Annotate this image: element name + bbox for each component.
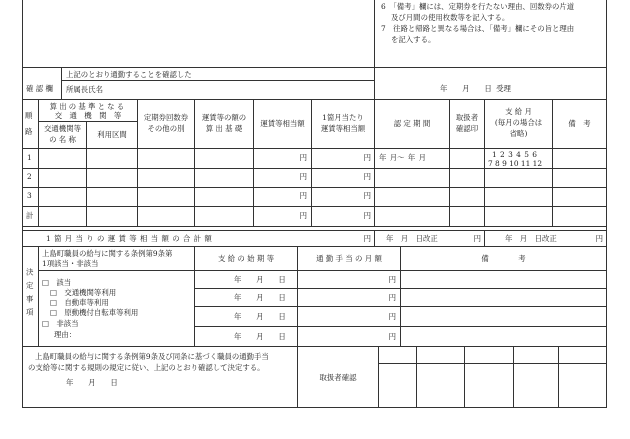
footer-stamp-header-line <box>378 363 606 364</box>
row-1-months-bottom: 7 8 9 10 11 12 <box>488 159 543 168</box>
header-ticket-line-2: その他の別 <box>147 124 185 133</box>
decision-yen-1: 円 <box>388 275 396 284</box>
row-1-period: 年 月～ 年 月 <box>379 153 427 162</box>
total-divider-2 <box>484 230 485 246</box>
header-monthly-line-2: 運賃等相当額 <box>320 124 366 133</box>
checkbox-applicable[interactable]: □ 該当 <box>42 278 72 287</box>
confirm-text: 上記のとおり通勤することを確認した <box>66 70 192 79</box>
revision-yen-1: 円 <box>473 234 481 243</box>
left-border <box>22 0 23 230</box>
footer-handler-divider <box>378 346 379 407</box>
header-handler-line-1: 取扱者 <box>455 113 479 122</box>
row-3-monthly-yen: 円 <box>363 191 371 200</box>
decision-header-line <box>38 270 606 271</box>
decision-row2-line <box>194 306 606 307</box>
footer-stamp-divider-1 <box>416 346 417 407</box>
header-fare-basis-line-2: 算 出 基 礎 <box>205 124 243 133</box>
basis-subheader-line <box>38 121 137 122</box>
row-2-monthly-yen: 円 <box>363 172 371 181</box>
footer-decision-line-1: 上島町職員の給与に関する条例第9条及び同条に基づく職員の通勤手当 <box>35 352 269 361</box>
note-7-line-1: 7 往路と帰路と異なる場合は、「備考」欄にその旨と理由 <box>381 24 575 33</box>
note-7-line-2: を記入する。 <box>391 35 436 44</box>
header-ticket-line-1: 定期券回数券 <box>143 113 189 122</box>
row-total-label: 計 <box>26 211 34 220</box>
header-remarks: 備 考 <box>568 119 591 128</box>
decision-row3-line <box>194 326 606 327</box>
footer-stamp-divider-4 <box>558 346 559 407</box>
decision-yen-3: 円 <box>388 312 396 321</box>
revision-date-1: 年 月 日改正 <box>386 234 438 243</box>
confirm-right-divider <box>374 67 375 99</box>
confirm-inner-line <box>61 80 374 81</box>
header-section: 利用区間 <box>97 130 127 139</box>
confirm-bottom-line <box>22 99 607 100</box>
header-bottom-line <box>22 148 607 149</box>
confirm-label: 確 認 欄 <box>26 84 53 93</box>
header-agency-line-2: の 名 称 <box>49 135 76 144</box>
row-total-fare-yen: 円 <box>299 211 307 220</box>
row-1-fare-yen: 円 <box>299 153 307 162</box>
header-pay-month-line-1: 支 給 月 <box>505 107 532 116</box>
row-2-label: 2 <box>27 172 32 181</box>
checkbox-not-applicable[interactable]: □ 非該当 <box>42 319 79 328</box>
row2-bottom-line <box>22 187 607 188</box>
decision-yen-4: 円 <box>388 332 396 341</box>
decision-remarks-header: 備 考 <box>481 254 526 263</box>
row-1-label: 1 <box>27 153 32 162</box>
decision-label: 決定事項 <box>25 268 35 322</box>
header-fare-basis-line-1: 運賃等の額の <box>201 113 247 122</box>
head-name-label: 所属長氏名 <box>66 85 103 94</box>
decision-bottom-line <box>22 346 607 347</box>
decision-date-2: 年 月 日 <box>234 293 286 302</box>
header-fare-amount: 運賃等相当額 <box>260 119 305 128</box>
note-6-line-2: 及び月間の使用枚数等を記入する。 <box>391 13 510 22</box>
row-3-fare-yen: 円 <box>299 191 307 200</box>
revision-date-2: 年 月 日改正 <box>505 234 557 243</box>
total-divider-1 <box>374 230 375 246</box>
footer-bottom-line <box>22 407 607 408</box>
confirm-label-divider <box>61 67 62 99</box>
header-monthly-line-1: 1箇月当たり <box>322 113 364 122</box>
row3-bottom-line <box>22 206 607 207</box>
decision-start-header: 支 給 の 始 期 等 <box>217 254 275 263</box>
monthly-total-bottom-line <box>22 246 607 247</box>
decision-yen-2: 円 <box>388 293 396 302</box>
checkbox-transit[interactable]: □ 交通機関等利用 <box>50 288 117 297</box>
decision-date-3: 年 月 日 <box>234 312 286 321</box>
row-1-monthly-yen: 円 <box>363 153 371 162</box>
header-basis-line-1: 算出の基準となる <box>49 102 127 111</box>
decision-amount-header: 通 勤 手 当 の 月 額 <box>316 254 382 263</box>
lower-left-border <box>22 230 23 407</box>
monthly-total-top-line <box>22 230 607 231</box>
checkbox-car[interactable]: □ 自動車等利用 <box>50 298 109 307</box>
note-6-line-1: 6 「備考」欄には、定期券を行たない理由、回数券の片道 <box>381 2 575 11</box>
decision-row1-line <box>194 288 606 289</box>
total-bottom-line <box>22 226 607 227</box>
right-border <box>606 0 607 230</box>
revision-yen-2: 円 <box>595 234 603 243</box>
decision-rule-line-2: 1項該当・非該当 <box>42 259 99 268</box>
monthly-total-label: 1 箇 月 当 り の 運 賃 等 相 当 額 の 合 計 額 <box>46 234 212 243</box>
footer-decision-line-2: の支給等に関する規則の規定に従い、上記のとおり確認して決定する。 <box>28 363 265 372</box>
row-3-label: 3 <box>27 191 32 200</box>
row-1-months-top: 1 2 3 4 5 6 <box>492 150 537 159</box>
row-2-fare-yen: 円 <box>299 172 307 181</box>
header-pay-month-line-3: 省略) <box>509 129 528 138</box>
header-pay-month-line-2: (毎月の場合は <box>494 118 543 127</box>
header-period: 認 定 期 間 <box>393 119 431 128</box>
footer-date: 年 月 日 <box>66 378 118 387</box>
reason-label: 理由： <box>54 330 77 339</box>
decision-date-4: 年 月 日 <box>234 332 286 341</box>
header-agency-line-1: 交通機関等 <box>44 124 81 133</box>
monthly-total-yen: 円 <box>363 234 371 243</box>
decision-rule-line-1: 上島町職員の給与に関する条例第9条第 <box>42 249 173 258</box>
row-total-monthly-yen: 円 <box>363 211 371 220</box>
checkbox-moped[interactable]: □ 原動機付自転車等利用 <box>50 308 139 317</box>
notes-bottom-line <box>22 67 607 68</box>
footer-stamp-divider-3 <box>513 346 514 407</box>
decision-date-1: 年 月 日 <box>234 275 286 284</box>
header-order: 順路 <box>25 111 33 136</box>
header-basis-line-2: 交 通 機 関 等 <box>54 111 122 120</box>
footer-handler-label: 取扱者確認 <box>319 373 357 382</box>
received-date: 年 月 日 受理 <box>440 84 511 93</box>
decision-label-divider <box>38 246 39 346</box>
lower-right-border <box>606 230 607 407</box>
notes-divider <box>374 0 375 67</box>
header-handler-line-2: 確認印 <box>455 124 479 133</box>
footer-stamp-divider-2 <box>464 346 465 407</box>
